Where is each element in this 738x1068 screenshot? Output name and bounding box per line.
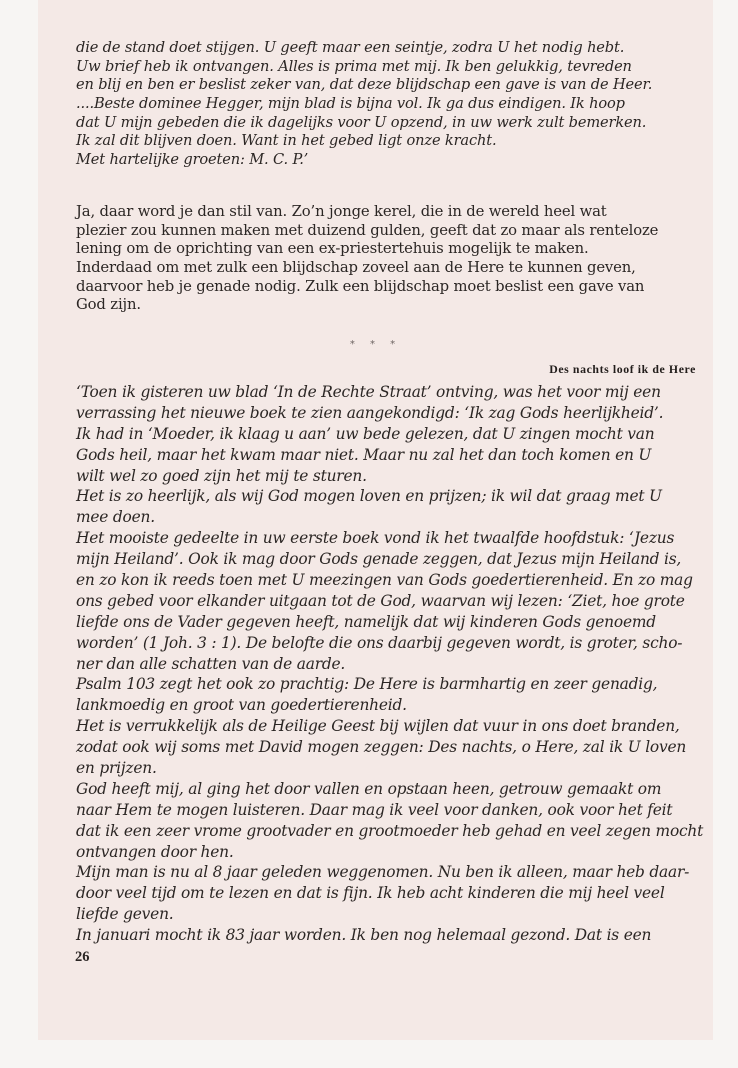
text-line: worden’ (1 Joh. 3 : 1). De belofte die ons daarbij gegeven wordt, is groter, scho- bbox=[76, 633, 683, 652]
text-line: Gods heil, maar het kwam maar niet. Maar nu zal het dan toch komen en U bbox=[76, 445, 652, 464]
text-line: dat U mijn gebeden die ik dagelijks voor U opzend, in uw werk zult bemerken. bbox=[76, 113, 647, 131]
text-line: door veel tijd om te lezen en dat is fijn. Ik heb acht kinderen die mij heel veel bbox=[76, 884, 665, 903]
text-line: Ik had in ‘Moeder, ik klaag u aan’ uw bede gelezen, dat U zingen mocht van bbox=[76, 424, 655, 443]
text-line: God heeft mij, al ging het door vallen en opstaan heen, getrouw gemaakt om bbox=[76, 779, 662, 798]
text-line: In januari mocht ik 83 jaar worden. Ik ben nog helemaal gezond. Dat is een bbox=[76, 926, 652, 945]
text-line: Psalm 103 zegt het ook zo prachtig: De Here is barmhartig en zeer genadig, bbox=[76, 675, 658, 694]
text-line: Uw brief heb ik ontvangen. Alles is prima met mij. Ik ben gelukkig, tevreden bbox=[76, 57, 632, 75]
text-line: die de stand doet stijgen. U geeft maar een seintje, zodra U het nodig hebt. bbox=[76, 39, 625, 56]
text-line: daarvoor heb je genade nodig. Zulk een blijdschap moet beslist een gave van bbox=[76, 277, 645, 295]
text-line: liefde ons de Vader gegeven heeft, namelijk dat wij kinderen Gods genoemd bbox=[76, 612, 656, 631]
text-line: en zo kon ik reeds toen met U meezingen van Gods goedertierenheid. En zo mag bbox=[76, 571, 693, 590]
text-line: dat ik een zeer vrome grootvader en grootmoeder heb gehad en veel zegen mocht bbox=[76, 821, 704, 840]
text-line: ons gebed voor elkander uitgaan tot de God, waarvan wij lezen: ‘Ziet, hoe grote bbox=[76, 591, 685, 610]
text-line: God zijn. bbox=[76, 296, 141, 314]
text-line: Ik zal dit blijven doen. Want in het gebed ligt onze kracht. bbox=[76, 132, 497, 150]
book-page bbox=[38, 0, 713, 1040]
letter-signature: Met hartelijke groeten: M. C. P.’ bbox=[76, 151, 309, 169]
text-line: liefde geven. bbox=[76, 905, 174, 924]
text-line: en prijzen. bbox=[76, 759, 157, 778]
text-line: mee doen. bbox=[76, 508, 155, 527]
text-line: naar Hem te mogen luisteren. Daar mag ik veel voor danken, ook voor het feit bbox=[76, 800, 673, 819]
section-separator: * * * bbox=[349, 339, 402, 350]
text-line: wilt wel zo goed zijn het mij te sturen. bbox=[76, 466, 367, 485]
text-line: lening om de oprichting van een ex-priestertehuis mogelijk te maken. bbox=[76, 240, 589, 258]
page-number: 26 bbox=[75, 949, 90, 965]
text-line: Inderdaad om met zulk een blijdschap zoveel aan de Here te kunnen geven, bbox=[76, 259, 636, 277]
text-line: ....Beste dominee Hegger, mijn blad is bijna vol. Ik ga dus eindigen. Ik hoop bbox=[76, 95, 625, 113]
text-line: plezier zou kunnen maken met duizend gulden, geeft dat zo maar als renteloze bbox=[76, 221, 659, 239]
text-line: lankmoedig en groot van goedertierenheid. bbox=[76, 696, 407, 715]
text-line: mijn Heiland’. Ook ik mag door Gods genade zeggen, dat Jezus mijn Heiland is, bbox=[76, 550, 682, 569]
commentary-paragraph bbox=[76, 203, 696, 315]
text-line: verrassing het nieuwe boek te zien aangekondigd: ‘Ik zag Gods heerlijkheid’. bbox=[76, 403, 664, 422]
text-line: en blij en ben er beslist zeker van, dat deze blijdschap een gave is van de Heer. bbox=[76, 76, 653, 94]
text-line: Het is verrukkelijk als de Heilige Geest bij wijlen dat vuur in ons doet branden, bbox=[76, 717, 680, 736]
text-line: Ja, daar word je dan stil van. Zo’n jonge kerel, die in de wereld heel wat bbox=[76, 203, 607, 220]
text-line: Mijn man is nu al 8 jaar geleden weggenomen. Nu ben ik alleen, maar heb daar- bbox=[76, 863, 690, 882]
text-line: ontvangen door hen. bbox=[76, 842, 234, 861]
letter-excerpt-1 bbox=[76, 39, 696, 170]
text-line: ‘Toen ik gisteren uw blad ‘In de Rechte Straat’ ontving, was het voor mij een bbox=[76, 383, 661, 401]
letter-excerpt-2 bbox=[76, 382, 704, 946]
text-line: Het mooiste gedeelte in uw eerste boek vond ik het twaalfde hoofdstuk: ‘Jezus bbox=[76, 529, 675, 548]
text-line: zodat ook wij soms met David mogen zeggen: Des nachts, o Here, zal ik U loven bbox=[76, 738, 687, 757]
text-line: ner dan alle schatten van de aarde. bbox=[76, 654, 346, 673]
section-heading: Des nachts loof ik de Here bbox=[549, 362, 696, 376]
text-line: Het is zo heerlijk, als wij God mogen loven en prijzen; ik wil dat graag met U bbox=[76, 487, 662, 506]
